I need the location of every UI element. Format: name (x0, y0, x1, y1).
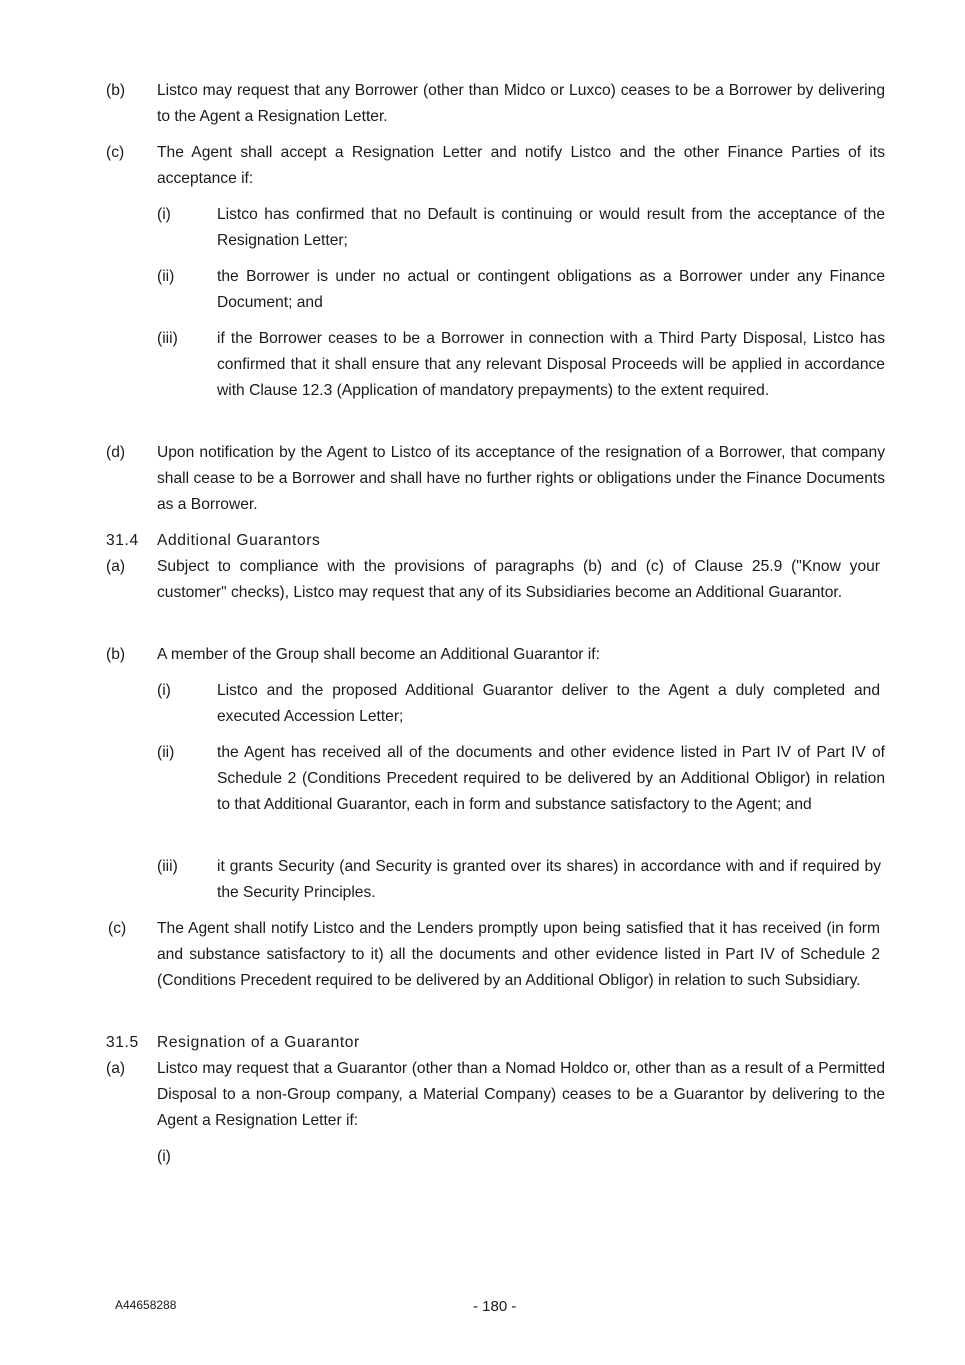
page-number: - 180 - (473, 1298, 517, 1315)
subparagraph-text: it grants Security (and Security is granted over its shares) in accordance with and if required by the Security Principles. (217, 858, 881, 901)
subparagraph-text: the Agent has received all of the documents and other evidence listed in Part IV of Part IV of Schedule 2 (Conditions Precedent required to be delivered by an Additional Obligor) in relation to that Additional Guarantor, each in form and substance satisfactory to the Agent; and (217, 744, 885, 813)
paragraph-text: Upon notification by the Agent to Listco of its acceptance of the resignation of a Borrower, that company shall cease to be a Borrower and shall have no further rights or obligations under the Finance Documents as a Borrower. (157, 444, 885, 513)
paragraph-label: (b) (106, 646, 126, 663)
paragraph-label: (b) (106, 82, 126, 99)
section-number: 31.5 (106, 1034, 139, 1051)
subparagraph-label: (i) (157, 682, 171, 699)
paragraph-text: Listco may request that any Borrower (other than Midco or Luxco) ceases to be a Borrower by delivering to the Agent a Resignation Letter. (157, 82, 885, 125)
subparagraph-label: (ii) (157, 268, 175, 285)
paragraph-text: The Agent shall notify Listco and the Lenders promptly upon being satisfied that it has received (in form and substance satisfactory to it) all the documents and other evidence listed in Part IV of Schedule 2 (Conditions Precedent required to be delivered by an Additional Obligor) in relation to such Subsidiary. (157, 920, 880, 989)
section-heading: Additional Guarantors (157, 532, 321, 549)
subparagraph-text: the Borrower is under no actual or contingent obligations as a Borrower under any Finance Document; and (217, 268, 885, 311)
section-heading: Resignation of a Guarantor (157, 1034, 360, 1051)
document-reference: A44658288 (115, 1298, 177, 1312)
paragraph-text: The Agent shall accept a Resignation Letter and notify Listco and the other Finance Parties of its acceptance if: (157, 144, 885, 187)
subparagraph-text: Listco has confirmed that no Default is continuing or would result from the acceptance of the Resignation Letter; (217, 206, 885, 249)
subparagraph-label: (ii) (157, 744, 175, 761)
paragraph-label: (c) (108, 920, 127, 937)
paragraph-text: Listco may request that a Guarantor (other than a Nomad Holdco or, other than as a result of a Permitted Disposal to a non-Group company, a Material Company) ceases to be a Guarantor by delivering to the Agent a Resignation Letter if: (157, 1060, 885, 1129)
paragraph-text: Subject to compliance with the provisions of paragraphs (b) and (c) of Clause 25.9 ("Know your customer" checks), Listco may request that any of its Subsidiaries become an Additional Guarantor. (157, 558, 880, 601)
paragraph-label: (d) (106, 444, 126, 461)
subparagraph-label: (iii) (157, 330, 178, 347)
section-number: 31.4 (106, 532, 139, 549)
paragraph-label: (a) (106, 558, 126, 575)
subparagraph-label: (iii) (157, 858, 178, 875)
paragraph-text: A member of the Group shall become an Additional Guarantor if: (157, 646, 600, 663)
subparagraph-label: (i) (157, 1148, 171, 1165)
subparagraph-label: (i) (157, 206, 171, 223)
subparagraph-text: Listco and the proposed Additional Guarantor deliver to the Agent a duly completed and executed Accession Letter; (217, 682, 880, 725)
subparagraph-text: if the Borrower ceases to be a Borrower in connection with a Third Party Disposal, Listco has confirmed that it shall ensure that any relevant Disposal Proceeds will be applied in accordance with Clause 12.3 (Application of mandatory prepayments) to the extent required. (217, 330, 885, 399)
paragraph-label: (c) (106, 144, 125, 161)
paragraph-label: (a) (106, 1060, 126, 1077)
